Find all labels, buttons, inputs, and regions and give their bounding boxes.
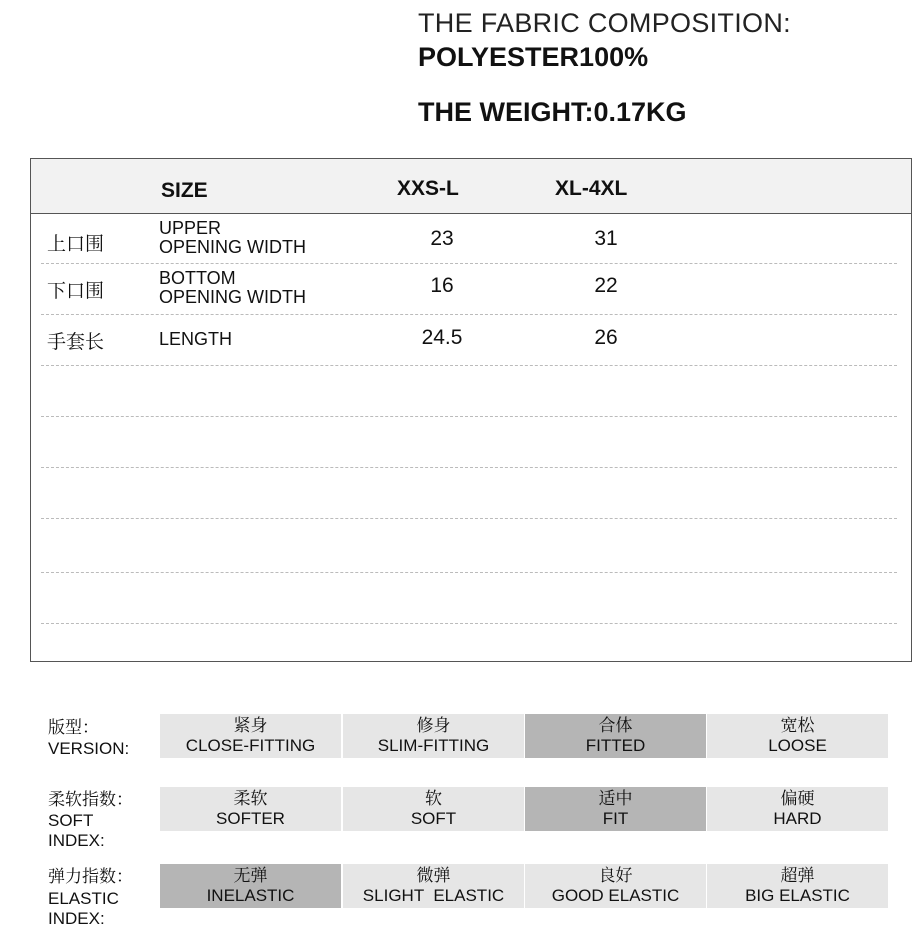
- soft-option-fit: [525, 787, 706, 831]
- option-cn: 修身: [416, 716, 451, 735]
- header-composition-label: THE FABRIC COMPOSITION:: [418, 8, 791, 38]
- option-cn: 良好: [598, 866, 633, 885]
- option-en: SOFTER: [216, 809, 285, 828]
- row-label-en: LENGTH: [159, 329, 233, 349]
- elastic-option-big-elastic: [707, 864, 888, 908]
- cell-value: 23: [430, 227, 454, 250]
- version-label-en: VERSION:: [48, 739, 130, 758]
- cell-value: 31: [594, 227, 618, 250]
- cell-value: 24.5: [421, 326, 463, 349]
- size-table-header: [31, 159, 911, 214]
- table-row: [41, 213, 897, 264]
- elastic-index-label-en: ELASTIC INDEX:: [48, 889, 119, 928]
- elastic-option-inelastic: [160, 864, 341, 908]
- row-label-en: UPPER OPENING WIDTH: [159, 218, 306, 257]
- option-en: INELASTIC: [206, 886, 295, 905]
- row-label-cn: 下口围: [47, 281, 105, 302]
- option-cn: 偏硬: [780, 789, 815, 808]
- version-label-cn: 版型：: [48, 718, 99, 737]
- row-label-cn: 手套长: [47, 332, 105, 353]
- option-en: BIG ELASTIC: [745, 886, 850, 905]
- elastic-option-slight-elastic: [343, 864, 524, 908]
- version-option-fitted: [525, 714, 706, 758]
- header-composition-value: POLYESTER100%: [418, 42, 649, 72]
- option-cn: 微弹: [416, 866, 451, 885]
- option-en: FIT: [602, 809, 629, 828]
- option-en: CLOSE-FITTING: [185, 736, 316, 755]
- option-en: SLIGHT ELASTIC: [362, 886, 505, 905]
- soft-option-hard: [707, 787, 888, 831]
- size-column-xxs-l: XXS-L: [397, 177, 459, 200]
- option-en: SLIM-FITTING: [377, 736, 490, 755]
- table-row-empty: [41, 520, 897, 573]
- option-cn: 柔软: [233, 789, 268, 808]
- soft-index-label-cn: 柔软指数：: [48, 790, 133, 809]
- size-column-xl-4xl: XL-4XL: [555, 177, 628, 200]
- option-cn: 合体: [598, 716, 633, 735]
- option-en: SOFT: [410, 809, 457, 828]
- option-en: FITTED: [585, 736, 646, 755]
- option-cn: 超弹: [780, 866, 815, 885]
- option-cn: 无弹: [233, 866, 268, 885]
- option-cn: 软: [425, 789, 442, 808]
- soft-option-softer: [160, 787, 341, 831]
- soft-option-soft: [343, 787, 524, 831]
- row-label-cn: 上口围: [47, 234, 105, 255]
- size-column-label: SIZE: [161, 179, 208, 202]
- version-option-slim-fitting: [343, 714, 524, 758]
- header-weight: THE WEIGHT:0.17KG: [418, 97, 687, 127]
- table-row-empty: [41, 417, 897, 468]
- table-row: [41, 315, 897, 366]
- table-row-empty: [41, 572, 897, 624]
- version-option-close-fitting: [160, 714, 341, 758]
- table-row: [41, 264, 897, 315]
- option-cn: 宽松: [780, 716, 815, 735]
- option-en: HARD: [773, 809, 822, 828]
- option-cn: 适中: [598, 789, 633, 808]
- option-en: GOOD ELASTIC: [551, 886, 680, 905]
- row-label-en: BOTTOM OPENING WIDTH: [159, 268, 306, 307]
- table-row-empty: [41, 366, 897, 417]
- soft-index-label-en: SOFT INDEX:: [48, 811, 105, 850]
- cell-value: 26: [594, 326, 618, 349]
- elastic-option-good-elastic: [525, 864, 706, 908]
- cell-value: 22: [594, 274, 618, 297]
- size-table: [30, 158, 912, 662]
- elastic-index-label-cn: 弹力指数：: [48, 867, 133, 886]
- cell-value: 16: [430, 274, 454, 297]
- option-cn: 紧身: [233, 716, 268, 735]
- option-en: LOOSE: [768, 736, 827, 755]
- table-row-empty: [41, 468, 897, 519]
- version-option-loose: [707, 714, 888, 758]
